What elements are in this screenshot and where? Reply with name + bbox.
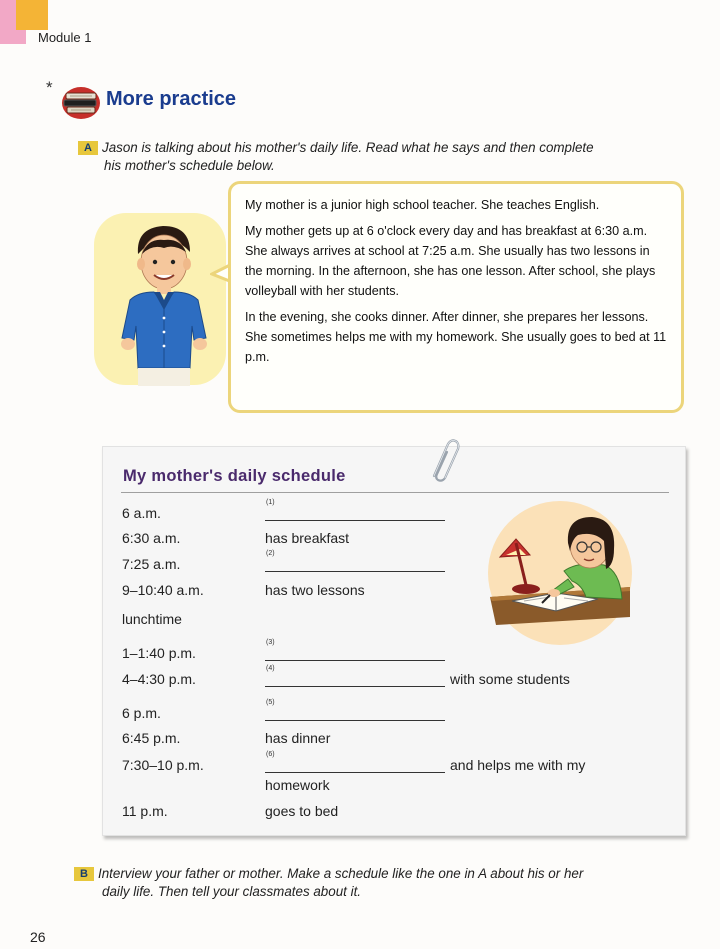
exercise-b-line2: daily life. Then tell your classmates about it. <box>102 884 362 899</box>
speech-paragraph-3: In the evening, she cooks dinner. After dinner, she prepares her lessons. She sometimes helps me with my homework. She usually goes to bed at 11 p.m. <box>245 310 667 364</box>
blank-number: (5) <box>266 699 275 706</box>
section-title: More practice <box>106 88 237 110</box>
answer-blank-2[interactable] <box>265 556 445 572</box>
speech-paragraph-2: My mother gets up at 6 o'clock every day and has breakfast at 6:30 a.m. She always arrives at school at 7:25 a.m. She usually has two lessons in the morning. In the afternoon, she has one lesson. After school, she plays volleyball with her students. <box>245 224 656 298</box>
answer-blank-4[interactable] <box>265 671 445 687</box>
schedule-row <box>103 730 683 752</box>
exercise-b-badge: B <box>74 867 94 881</box>
schedule-activity: homework <box>265 777 330 793</box>
exercise-b-instructions <box>74 865 679 901</box>
paperclip-icon <box>424 436 462 484</box>
schedule-time: 1–1:40 p.m. <box>122 645 196 661</box>
blank-number: (6) <box>266 751 275 758</box>
answer-blank-5[interactable] <box>265 705 445 721</box>
schedule-time: 6 p.m. <box>122 705 161 721</box>
schedule-row <box>103 639 683 667</box>
schedule-title-rule <box>121 492 669 493</box>
schedule-time: 11 p.m. <box>122 803 168 819</box>
schedule-time: 7:25 a.m. <box>122 556 181 572</box>
blank-number: (2) <box>266 550 275 557</box>
blank-number: (1) <box>266 499 275 506</box>
schedule-activity: goes to bed <box>265 803 339 819</box>
exercise-b-line1: Interview your father or mother. Make a schedule like the one in A about his or her <box>98 866 584 881</box>
boy-illustration <box>108 218 218 386</box>
schedule-row <box>103 777 683 799</box>
corner-decoration-orange <box>16 0 48 30</box>
page-number: 26 <box>30 929 46 945</box>
blank-number: (4) <box>266 665 275 672</box>
schedule-time: 6:45 p.m. <box>122 730 181 746</box>
schedule-time: 7:30–10 p.m. <box>122 757 204 773</box>
girl-studying-illustration <box>486 499 634 647</box>
exercise-a-badge: A <box>78 141 98 155</box>
schedule-row <box>103 803 683 825</box>
exercise-a-instructions <box>78 139 683 175</box>
answer-blank-3[interactable] <box>265 645 445 661</box>
schedule-time: 6 a.m. <box>122 505 161 521</box>
schedule-time: lunchtime <box>122 611 182 627</box>
schedule-card <box>102 446 686 836</box>
book-stack-icon <box>60 82 102 120</box>
answer-blank-6[interactable] <box>265 757 445 773</box>
schedule-row <box>103 665 683 693</box>
answer-blank-1[interactable] <box>265 505 445 521</box>
schedule-activity: has breakfast <box>265 530 350 546</box>
schedule-time: 9–10:40 a.m. <box>122 582 204 598</box>
schedule-title: My mother's daily schedule <box>123 467 346 485</box>
schedule-after-text: with some students <box>450 671 570 687</box>
blank-number: (3) <box>266 639 275 646</box>
exercise-a-line1: Jason is talking about his mother's daily life. Read what he says and then complete <box>102 140 594 155</box>
schedule-activity: has two lessons <box>265 582 365 598</box>
speech-bubble <box>228 181 684 413</box>
schedule-time: 6:30 a.m. <box>122 530 181 546</box>
schedule-row <box>103 699 683 727</box>
schedule-row <box>103 751 683 779</box>
speech-paragraph-1: My mother is a junior high school teacher. She teaches English. <box>245 198 600 212</box>
exercise-a-line2: his mother's schedule below. <box>104 158 275 173</box>
schedule-after-text: and helps me with my <box>450 757 586 773</box>
star-marker: * <box>46 78 53 97</box>
schedule-activity: has dinner <box>265 730 331 746</box>
schedule-time: 4–4:30 p.m. <box>122 671 196 687</box>
module-label: Module 1 <box>38 30 92 45</box>
